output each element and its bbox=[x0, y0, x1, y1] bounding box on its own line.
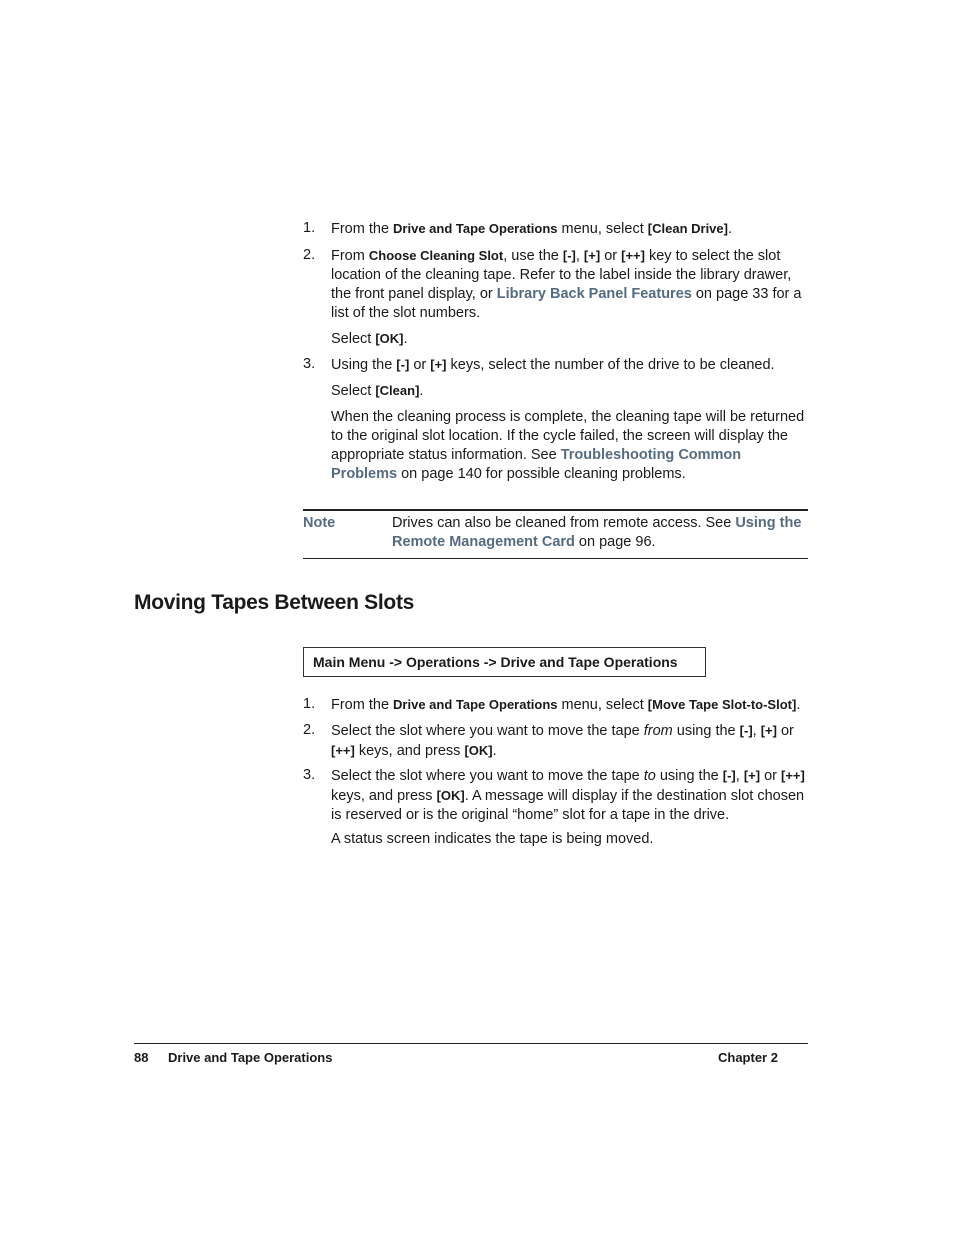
menu-name: Drive and Tape Operations bbox=[393, 221, 558, 236]
menu-option: [Move Tape Slot-to-Slot] bbox=[647, 697, 797, 712]
footer-section: Drive and Tape Operations bbox=[168, 1050, 333, 1065]
select-clean-text: Select [Clean]. bbox=[331, 383, 424, 399]
key-label: [++] bbox=[331, 743, 355, 758]
section-title: Moving Tapes Between Slots bbox=[134, 591, 415, 614]
note-text: Drives can also be cleaned from remote access. See Using the Remote Management Card on page 96. bbox=[392, 515, 802, 550]
cleaning-complete-paragraph: When the cleaning process is complete, the cleaning tape will be returned to the original slot location. If the cycle failed, the screen will display the appropriate status information. See Troubleshooting Common Problems on page 140 for possible cleaning problems. bbox=[331, 409, 805, 482]
list-item: 2. Select the slot where you want to move the tape from using the [-], [+] or [++] keys, and press [OK]. bbox=[303, 722, 794, 759]
key-label: [-] bbox=[396, 357, 410, 372]
key-label: [+] bbox=[430, 357, 447, 372]
key-label: [-] bbox=[739, 723, 753, 738]
list-item: 1. From the Drive and Tape Operations menu, select [Clean Drive]. bbox=[303, 220, 733, 237]
screen-name: Choose Cleaning Slot bbox=[368, 248, 504, 263]
key-label: [Clean] bbox=[375, 383, 420, 398]
key-label: [++] bbox=[781, 768, 805, 783]
list-item: 3. Using the [-] or [+] keys, select the number of the drive to be cleaned. bbox=[303, 356, 775, 373]
key-label: [OK] bbox=[375, 331, 404, 346]
menu-name: Drive and Tape Operations bbox=[393, 697, 558, 712]
footer-rule bbox=[134, 1043, 808, 1044]
key-label: [-] bbox=[562, 248, 576, 263]
cross-reference-link[interactable]: Library Back Panel Features bbox=[496, 286, 692, 302]
cross-reference-link[interactable]: Using the Remote Management Card bbox=[392, 515, 802, 550]
key-label: [+] bbox=[743, 768, 761, 783]
status-note: A status screen indicates the tape is being moved. bbox=[331, 831, 654, 847]
key-label: [-] bbox=[722, 768, 736, 783]
key-label: [OK] bbox=[436, 788, 465, 803]
section-heading bbox=[134, 591, 414, 615]
list-item: 2. From Choose Cleaning Slot, use the [-], [+] or [++] key to select the slot location of the cleaning tape. Refer to the label inside the library drawer, the front panel display, or Library Back Panel Features on page 33 for a list of the slot numbers. bbox=[303, 247, 802, 321]
note-top-rule bbox=[303, 509, 808, 511]
page-number: 88 bbox=[134, 1050, 149, 1065]
key-label: [++] bbox=[621, 248, 645, 263]
list-item: 3. Select the slot where you want to move the tape to using the [-], [+] or [++] keys, and press [OK]. A message will display if the destination slot chosen is reserved or is the original “home” slot for a tape in the drive. bbox=[303, 767, 805, 823]
key-label: [OK] bbox=[464, 743, 493, 758]
key-label: [+] bbox=[760, 723, 777, 738]
menu-option: [Clean Drive] bbox=[647, 221, 728, 236]
note-bottom-rule bbox=[303, 558, 808, 559]
footer-chapter: Chapter 2 bbox=[718, 1050, 778, 1065]
note-label: Note bbox=[303, 515, 336, 531]
list-item: 1. From the Drive and Tape Operations menu, select [Move Tape Slot-to-Slot]. bbox=[303, 696, 801, 713]
key-label: [+] bbox=[583, 248, 601, 263]
menu-path-box: Main Menu -> Operations -> Drive and Tape Operations bbox=[303, 647, 706, 677]
cross-reference-link[interactable]: Troubleshooting Common Problems bbox=[331, 447, 742, 482]
select-ok-text: Select [OK]. bbox=[331, 331, 408, 347]
